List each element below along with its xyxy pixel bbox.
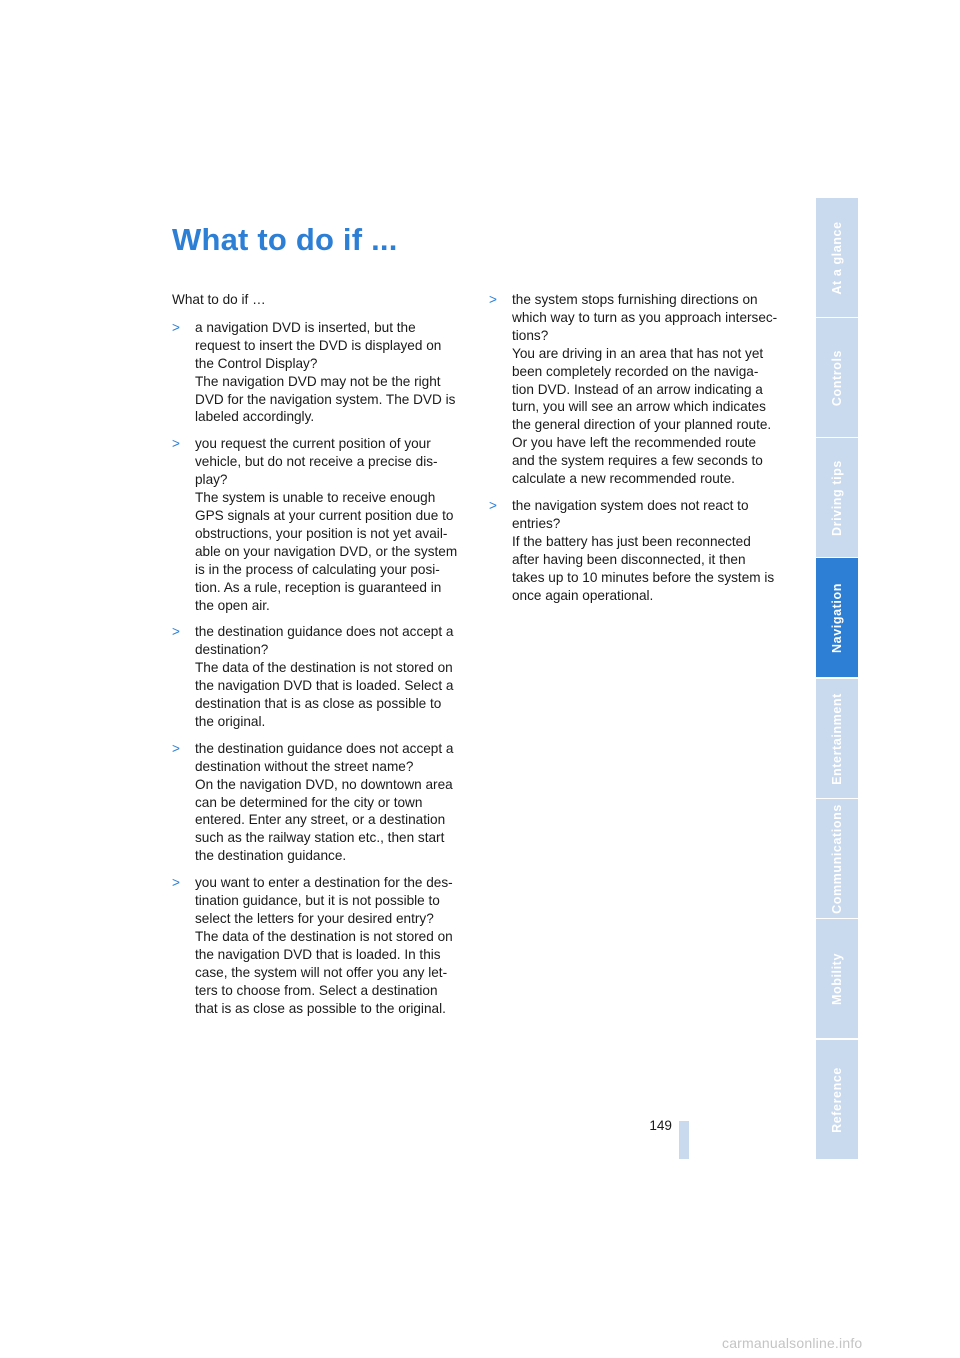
tab-entertainment[interactable] bbox=[816, 679, 858, 798]
tab-driving-tips[interactable] bbox=[816, 438, 858, 557]
tab-navigation[interactable] bbox=[816, 558, 858, 677]
tab-label: Communications bbox=[830, 803, 844, 914]
faq-question: the navigation system does not react to entries? bbox=[512, 497, 749, 531]
faq-question: a navigation DVD is inserted, but the request to insert the DVD is displayed on the Control Display? bbox=[195, 319, 442, 371]
faq-item bbox=[172, 623, 464, 730]
faq-answer: The data of the destination is not stored on the navigation DVD that is loaded. Select a destination that is as close as possible to the original. bbox=[195, 660, 454, 729]
tab-mobility[interactable] bbox=[816, 919, 858, 1038]
tab-label: Driving tips bbox=[830, 459, 844, 536]
tab-label: Reference bbox=[830, 1066, 844, 1133]
faq-answer: If the battery has just been reconnected after having been disconnected, it then takes up to 10 minutes before the system is once again operational. bbox=[512, 533, 775, 603]
bullet-arrow-icon: > bbox=[489, 497, 497, 513]
faq-question: you request the current position of your vehicle, but do not receive a precise dis- play? bbox=[195, 436, 438, 488]
faq-answer: You are driving in an area that has not yet been completely recorded on the naviga- tion DVD. Instead of an arrow indicating a turn, you will see an arrow which indicates the general direction of your planned route. Or you have left the recommended route and the system requires a few seconds to calculate a new recommended route. bbox=[512, 345, 772, 487]
faq-answer: The navigation DVD may not be the right DVD for the navigation system. The DVD is labeled accordingly. bbox=[195, 373, 456, 425]
tab-communications[interactable] bbox=[816, 799, 858, 918]
faq-item bbox=[172, 319, 464, 426]
tab-at-a-glance[interactable] bbox=[816, 198, 858, 317]
faq-question: the destination guidance does not accept a destination without the street name? bbox=[195, 740, 454, 774]
bullet-arrow-icon: > bbox=[172, 436, 180, 452]
tab-label: Mobility bbox=[830, 952, 844, 1005]
watermark: carmanualsonline.info bbox=[722, 1335, 863, 1351]
faq-item bbox=[172, 874, 464, 1017]
faq-answer: On the navigation DVD, no downtown area can be determined for the city or town entered. Enter any street, or a destination such as the railway station etc., then start the destination guidance. bbox=[195, 776, 453, 864]
tab-reference[interactable] bbox=[816, 1040, 858, 1159]
tab-label: Controls bbox=[830, 349, 844, 406]
right-column bbox=[489, 291, 781, 613]
tab-controls[interactable] bbox=[816, 318, 858, 437]
faq-question: the destination guidance does not accept a destination? bbox=[195, 624, 454, 658]
faq-question: the system stops furnishing directions on which way to turn as you approach intersec- tions? bbox=[512, 292, 778, 343]
faq-item bbox=[172, 740, 464, 865]
bullet-arrow-icon: > bbox=[172, 319, 180, 335]
faq-answer: The system is unable to receive enough GPS signals at your current position due to obstructions, your position is not yet avail- able on your navigation DVD, or the system is in the process of calculating your posi- tion. As a rule, reception is guaranteed in the open air. bbox=[195, 490, 458, 613]
faq-question: you want to enter a destination for the des- tination guidance, but it is not possible to select the letters for your desired entry? bbox=[195, 875, 453, 926]
chapter-tabs bbox=[816, 198, 858, 1160]
faq-answer: The data of the destination is not stored on the navigation DVD that is loaded. In this case, the system will not offer you any let- ters to choose from. Select a destination that is as close as possible to the original. bbox=[195, 928, 453, 1016]
bullet-arrow-icon: > bbox=[172, 875, 180, 891]
page-number-bar bbox=[679, 1121, 689, 1159]
bullet-arrow-icon: > bbox=[172, 624, 180, 640]
page-number: 149 bbox=[649, 1118, 672, 1133]
tab-label: At a glance bbox=[830, 220, 844, 295]
tab-label: Navigation bbox=[830, 582, 844, 653]
faq-item bbox=[489, 497, 781, 604]
faq-item bbox=[489, 291, 781, 488]
faq-item bbox=[172, 435, 464, 614]
page-title: What to do if ... bbox=[172, 222, 398, 257]
intro-text: What to do if … bbox=[172, 292, 266, 307]
bullet-arrow-icon: > bbox=[489, 292, 497, 307]
bullet-arrow-icon: > bbox=[172, 740, 180, 756]
tab-label: Entertainment bbox=[830, 692, 844, 785]
left-column bbox=[172, 291, 464, 1026]
